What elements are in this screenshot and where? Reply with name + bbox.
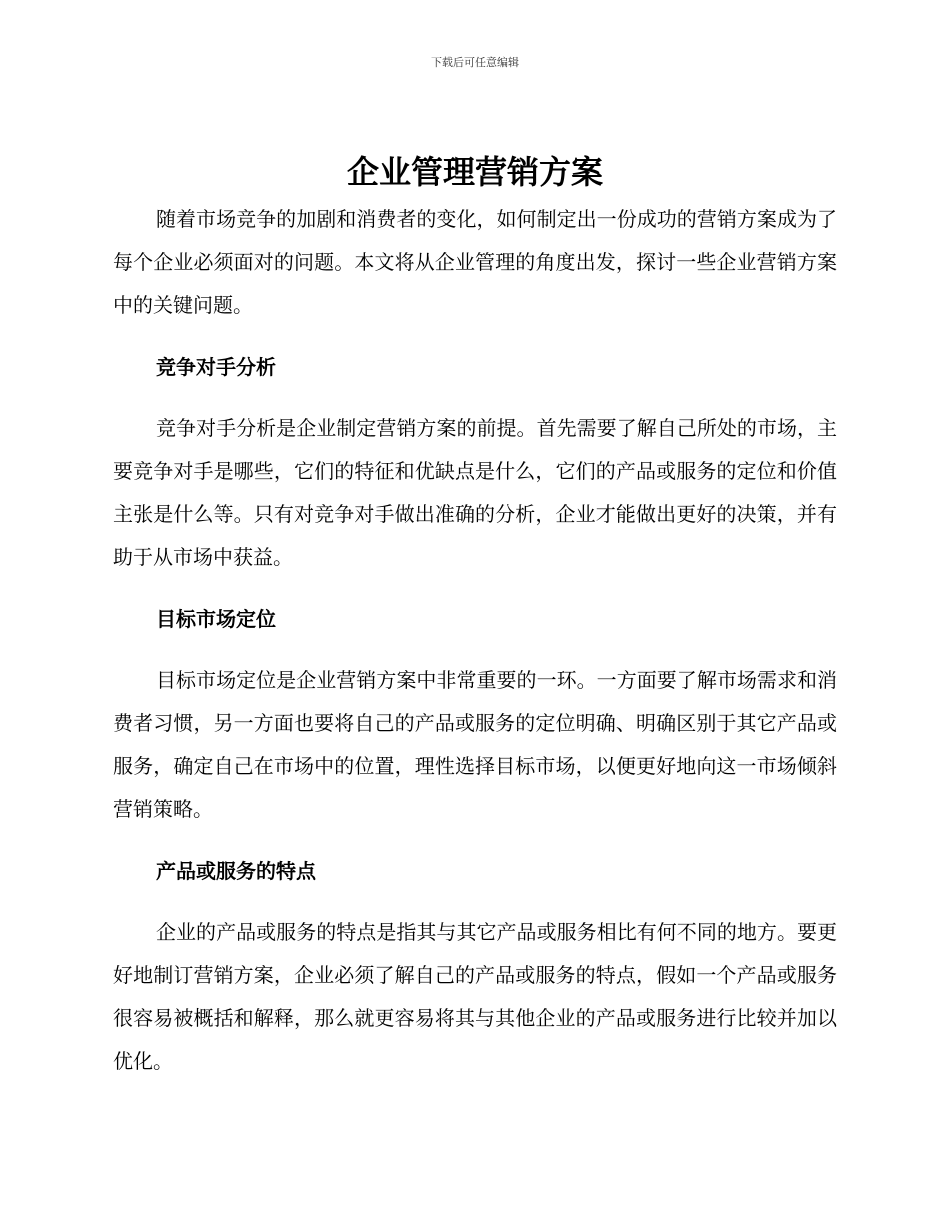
section-heading-target-market: 目标市场定位 — [156, 607, 276, 631]
section-heading-competitor-analysis: 竞争对手分析 — [156, 355, 276, 379]
section-body-target-market: 目标市场定位是企业营销方案中非常重要的一环。一方面要了解市场需求和消费者习惯，另一方面也要将自己的产品或服务的定位明确、明确区别于其它产品或服务，确定自己在市场中的位置，理性选择目标市场，以便更好地向这一市场倾斜营销策略。 — [113, 668, 837, 821]
intro-paragraph: 随着市场竞争的加剧和消费者的变化，如何制定出一份成功的营销方案成为了每个企业必须面对的问题。本文将从企业管理的角度出发，探讨一些企业营销方案中的关键问题。 — [113, 207, 837, 317]
section-body-product-features: 企业的产品或服务的特点是指其与其它产品或服务相比有何不同的地方。要更好地制订营销方案，企业必须了解自己的产品或服务的特点，假如一个产品或服务很容易被概括和解释，那么就更容易将其与其他企业的产品或服务进行比较并加以优化。 — [113, 920, 837, 1073]
document-body — [113, 198, 837, 1083]
header-note: 下载后可任意编辑 — [431, 56, 519, 69]
section-body-competitor-analysis: 竞争对手分析是企业制定营销方案的前提。首先需要了解自己所处的市场，主要竞争对手是哪些，它们的特征和优缺点是什么，它们的产品或服务的定位和价值主张是什么等。只有对竞争对手做出准确的分析，企业才能做出更好的决策，并有助于从市场中获益。 — [113, 416, 837, 569]
section-heading-product-features: 产品或服务的特点 — [156, 859, 316, 883]
document-title: 企业管理营销方案 — [346, 153, 603, 191]
